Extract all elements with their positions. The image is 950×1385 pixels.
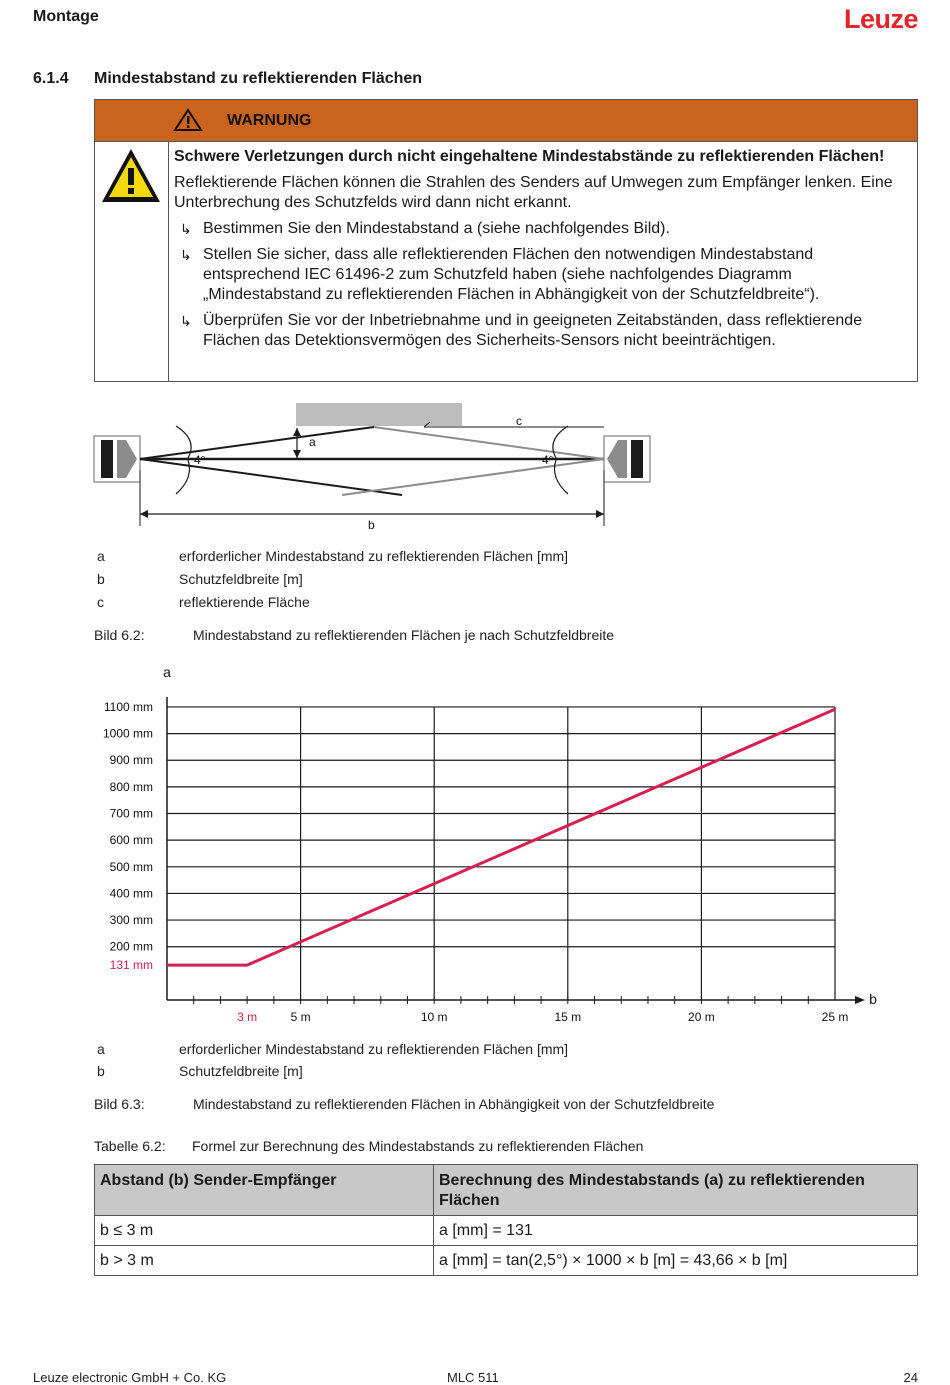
step-arrow-icon: ↳ [180, 313, 192, 329]
warning-divider [168, 142, 169, 382]
dim-label-c: c [516, 414, 522, 428]
legend-key: c [97, 594, 104, 610]
warning-step [174, 245, 909, 305]
table-cell: a [mm] = 131 [434, 1216, 918, 1246]
y-tick-label: 600 mm [109, 833, 153, 848]
warning-label: WARNUNG [227, 112, 312, 129]
y-tick-label: 400 mm [109, 886, 153, 901]
x-tick-label: 20 m [688, 1010, 715, 1024]
figure-caption-label: Bild 6.3: [94, 1096, 145, 1112]
y-tick-label: 1100 mm [103, 699, 153, 714]
table-cell: b ≤ 3 m [95, 1216, 434, 1246]
warning-step [174, 311, 909, 351]
reflection-diagram [90, 398, 660, 538]
step-arrow-icon: ↳ [180, 247, 192, 263]
warning-box [94, 99, 918, 382]
distance-chart [90, 658, 890, 1030]
warning-text [174, 147, 909, 357]
angle-label-left: 4° [194, 453, 206, 467]
step-arrow-icon: ↳ [180, 221, 192, 237]
legend-key: a [97, 548, 105, 564]
warning-step-text: Bestimmen Sie den Mindestabstand a (siehe nachfolgendes Bild). [203, 220, 670, 237]
header-section-title: Montage [33, 8, 99, 25]
section-number: 6.1.4 [33, 70, 69, 87]
receiver-icon [604, 436, 650, 482]
x-axis-arrow-icon [855, 996, 865, 1004]
legend-text: Schutzfeldbreite [m] [179, 571, 303, 587]
x-tick-label: 10 m [420, 1010, 448, 1024]
transmitter-icon [94, 436, 140, 482]
warning-step-text: Überprüfen Sie vor der Inbetriebnahme und in geeigneten Zeitabständen, dass reflektierende Flächen das Detektionsvermögen des Sicherheits-Sensors nicht beeinträchtigen. [203, 312, 863, 349]
y-tick-label: 1000 mm [102, 726, 153, 741]
footer-page-number: 24 [903, 1370, 918, 1385]
y-tick-label: 900 mm [109, 753, 153, 768]
warning-headline: Schwere Verletzungen durch nicht eingehaltene Mindestabstände zu reflektierenden Flächen! [174, 148, 885, 165]
legend-text: erforderlicher Mindestabstand zu reflektierenden Flächen [mm] [179, 1041, 569, 1057]
y-axis-label: a [163, 663, 171, 680]
reflective-surface [296, 403, 462, 426]
table-header-row [95, 1165, 918, 1216]
legend-key: b [97, 1063, 105, 1079]
x-axis-label: b [869, 991, 877, 1007]
brand-logo: Leuze [843, 4, 918, 34]
footer-company: Leuze electronic GmbH + Co. KG [33, 1370, 227, 1385]
table-cell: a [mm] = tan(2,5°) × 1000 × b [m] = 43,66 × b [m] [434, 1246, 918, 1276]
dim-label-a: a [309, 435, 316, 449]
warning-body: Reflektierende Flächen können die Strahlen des Senders auf Umwegen zum Empfänger lenken. Eine Unterbrechung des Schutzfelds wird dann nicht erkannt. [174, 174, 893, 211]
table-caption-text: Formel zur Berechnung des Mindestabstands zu reflektierenden Flächen [192, 1138, 644, 1154]
angle-label-right: 4° [542, 453, 554, 467]
warning-step-text: Stellen Sie sicher, dass alle reflektierenden Flächen den notwendigen Mindestabstand entsprechend IEC 61496-2 zum Schutzfeld haben (siehe nachfolgendes Diagramm „Mindestabstand zu reflektierenden Flächen in Abhängigkeit von der Schutzfeldbreite“). [203, 246, 820, 303]
formula-table [94, 1164, 918, 1276]
table-cell: b > 3 m [95, 1246, 434, 1276]
warning-triangle-icon [173, 108, 203, 132]
section-title: Mindestabstand zu reflektierenden Flächen [94, 70, 423, 87]
y-tick-label: 200 mm [109, 939, 153, 954]
x-tick-label: 15 m [554, 1010, 582, 1024]
figure-caption-text: Mindestabstand zu reflektierenden Flächen je nach Schutzfeldbreite [193, 627, 615, 643]
warning-sign-icon [99, 146, 163, 206]
x-tick-label: 25 m [821, 1010, 849, 1024]
footer-product: MLC 511 [447, 1370, 499, 1385]
figure-caption-text: Mindestabstand zu reflektierenden Flächen in Abhängigkeit von der Schutzfeldbreite [193, 1096, 715, 1112]
legend-key: a [97, 1041, 105, 1057]
warning-header [95, 100, 917, 142]
warning-step [174, 219, 909, 239]
figure-caption-label: Bild 6.2: [94, 627, 145, 643]
y-tick-label: 800 mm [109, 779, 153, 794]
y-tick-label: 300 mm [109, 913, 153, 928]
legend-text: erforderlicher Mindestabstand zu reflektierenden Flächen [mm] [179, 548, 569, 564]
y-tick-label: 700 mm [109, 806, 153, 821]
series-line [167, 709, 835, 965]
legend-key: b [97, 571, 105, 587]
table-header-cell: Berechnung des Mindestabstands (a) zu reflektierenden Flächen [434, 1165, 918, 1216]
x-tick-label: 5 m [290, 1010, 311, 1024]
table-caption-label: Tabelle 6.2: [94, 1138, 166, 1154]
legend-text: Schutzfeldbreite [m] [179, 1063, 303, 1079]
dim-label-b: b [368, 518, 375, 532]
y-tick-label: 500 mm [109, 859, 153, 874]
legend-text: reflektierende Fläche [179, 594, 310, 610]
x-highlight-label: 3 m [237, 1010, 258, 1024]
table-row [95, 1216, 918, 1246]
table-row [95, 1246, 918, 1276]
y-highlight-label: 131 mm [109, 958, 153, 973]
table-header-cell: Abstand (b) Sender-Empfänger [95, 1165, 434, 1216]
